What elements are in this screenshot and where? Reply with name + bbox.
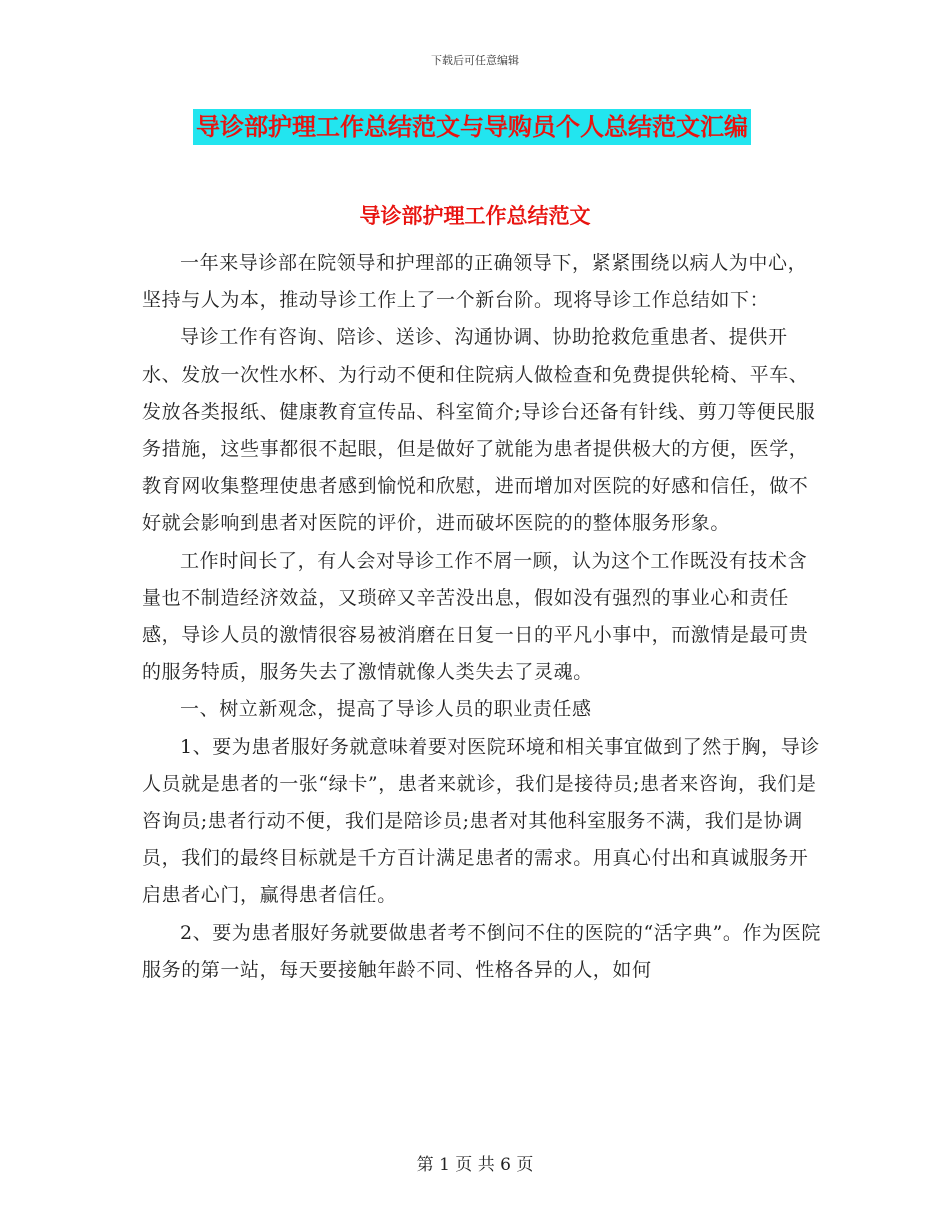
paragraph-point-two: 2、要为患者服好务就要做患者考不倒问不住的医院的“活字典”。作为医院服务的第一站，每天要接触年龄不同、性格各异的人，如何	[142, 921, 821, 981]
page-number: 第 1 页 共 6 页	[416, 1155, 534, 1175]
section-heading-one: 一、树立新观念，提高了导诊人员的职业责任感	[180, 698, 592, 721]
header-note: 下载后可任意编辑	[431, 54, 519, 67]
document-title: 导诊部护理工作总结范文与导购员个人总结范文汇编	[193, 109, 751, 145]
paragraph-intro: 一年来导诊部在院领导和护理部的正确领导下，紧紧围绕以病人为中心，坚持与人为本，推动导诊工作上了一个新台阶。现将导诊工作总结如下：	[142, 252, 808, 312]
paragraph-passion: 工作时间长了，有人会对导诊工作不屑一顾，认为这个工作既没有技术含量也不制造经济效益，又琐碎又辛苦没出息，假如没有强烈的事业心和责任感，导诊人员的激情很容易被消磨在日复一日的平凡小事中，而激情是最可贵的服务特质，服务失去了激情就像人类失去了灵魂。	[142, 549, 809, 684]
paragraph-duties: 导诊工作有咨询、陪诊、送诊、沟通协调、协助抢救危重患者、提供开水、发放一次性水杯、为行动不便和住院病人做检查和免费提供轮椅、平车、发放各类报纸、健康教育宣传品、科室简介;导诊台还备有针线、剪刀等便民服务措施，这些事都很不起眼，但是做好了就能为患者提供极大的方便，医学，教育网收集整理使患者感到愉悦和欣慰，进而增加对医院的好感和信任，做不好就会影响到患者对医院的评价，进而破坏医院的的整体服务形象。	[142, 326, 816, 535]
section-title: 导诊部护理工作总结范文	[359, 204, 591, 228]
paragraph-point-one: 1、要为患者服好务就意味着要对医院环境和相关事宜做到了然于胸，导诊人员就是患者的一张“绿卡”，患者来就诊，我们是接待员;患者来咨询，我们是咨询员;患者行动不便，我们是陪诊员;患者对其他科室服务不满，我们是协调员，我们的最终目标就是千方百计满足患者的需求。用真心付出和真诚服务开启患者心门，赢得患者信任。	[142, 735, 820, 907]
body-text	[142, 245, 822, 989]
